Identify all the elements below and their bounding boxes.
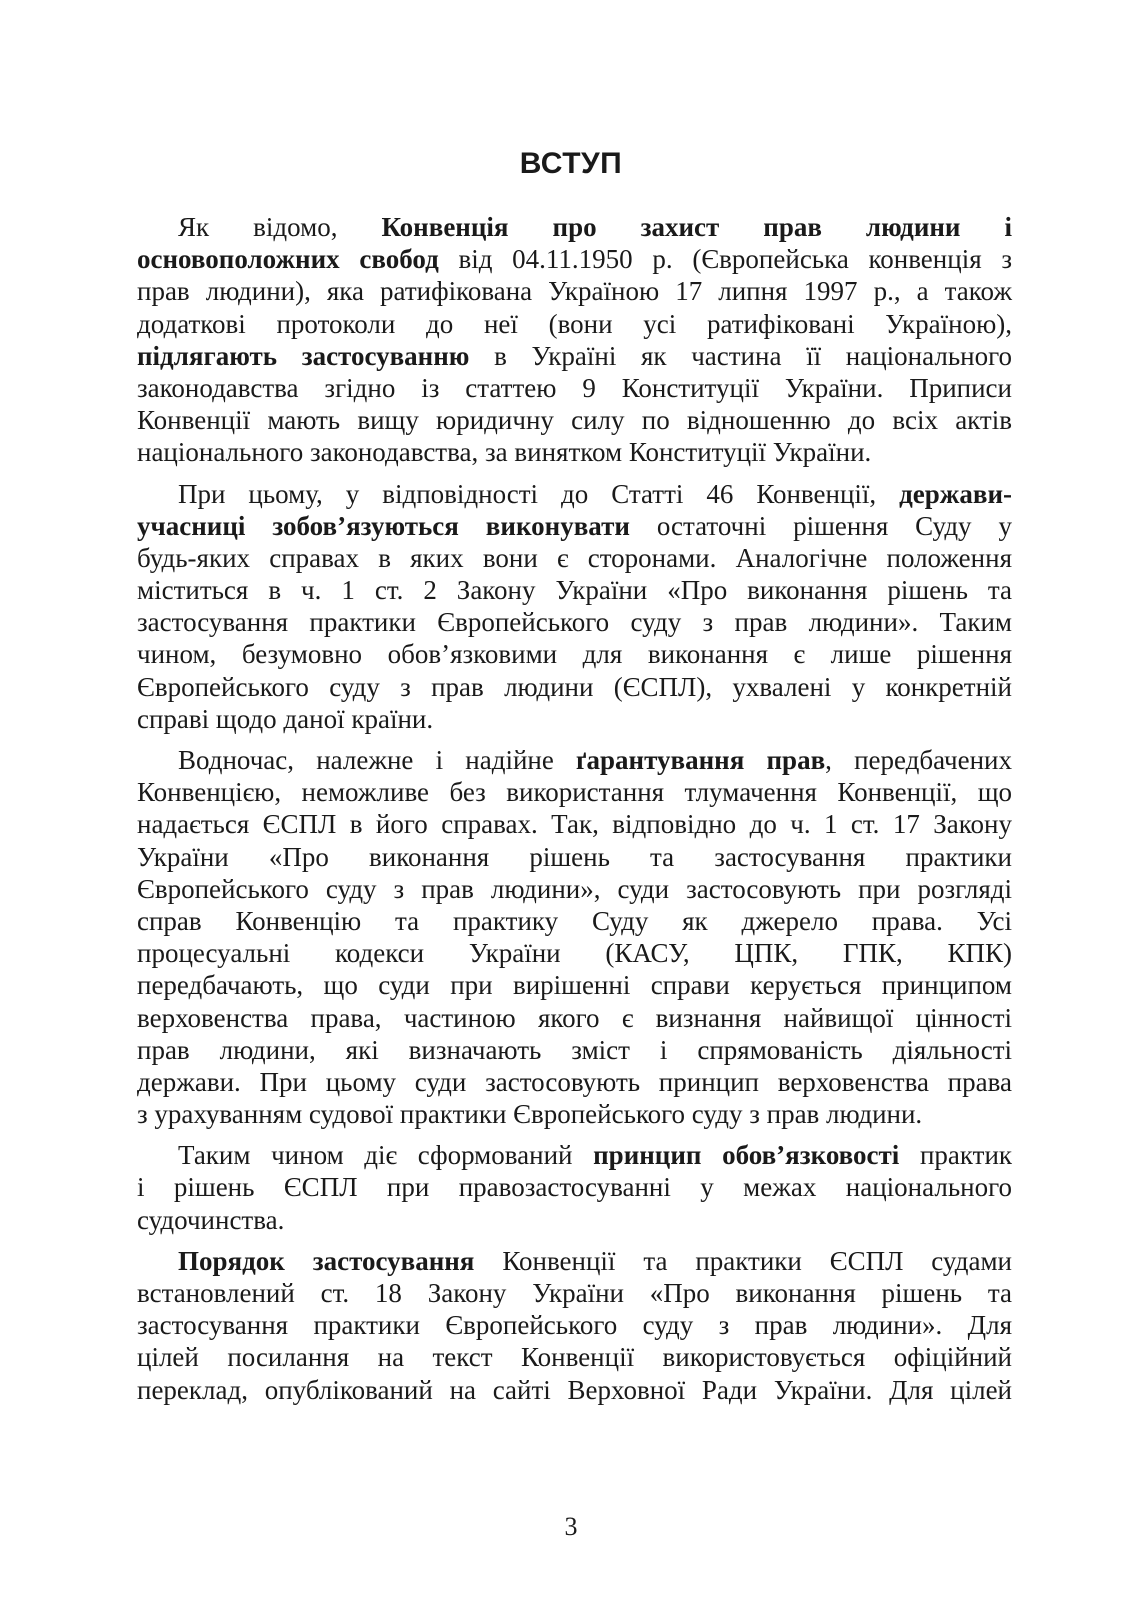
text-line — [137, 1098, 1012, 1130]
text-run: будь-яких справах в яких вони є сторонами. Аналогічне положення — [137, 542, 1012, 573]
text-run: судочинства. — [137, 1204, 285, 1235]
text-line — [137, 1309, 1012, 1341]
text-line — [137, 808, 1012, 840]
text-run: переклад, опублікований на сайті Верховної Ради України. Для цілей — [137, 1374, 1012, 1405]
text-line — [137, 937, 1012, 969]
text-line — [137, 1341, 1012, 1373]
text-run: додаткові протоколи до неї (вони усі ратифіковані Україною), — [137, 308, 1012, 339]
text-line — [137, 1374, 1012, 1406]
page-number: 3 — [564, 1512, 578, 1541]
text-run: справі щодо даної країни. — [137, 703, 434, 734]
text-run: прав людини), яка ратифікована Україною 17 липня 1997 р., а також — [137, 276, 1012, 307]
text-line — [137, 436, 1012, 468]
text-run: практик — [899, 1140, 1013, 1171]
text-run: При цьому, у відповідності до Статті 46 Конвенції, — [178, 478, 900, 509]
text-line — [137, 1245, 1012, 1277]
text-run: остаточні рішення Суду у — [629, 510, 1012, 541]
bold-text: Порядок застосування — [178, 1245, 475, 1276]
text-run: , передбачених — [825, 745, 1012, 775]
paragraph — [137, 1139, 1012, 1236]
text-line — [137, 744, 1012, 776]
text-line — [137, 510, 1012, 542]
bold-text: учасниці зобов’язуються виконувати — [137, 510, 630, 541]
text-run: прав людини, які визначають зміст і спрямованість діяльності — [137, 1034, 1012, 1065]
text-run: і рішень ЄСПЛ при правозастосуванні у межах національного — [137, 1172, 1012, 1203]
text-run: Водночас, належне і надійне — [178, 745, 577, 775]
text-run: передбачають, що суди при вирішенні справи керується принципом — [137, 970, 1012, 1001]
page-title: ВСТУП — [519, 147, 623, 180]
text-run: справ Конвенцію та практику Суду як джерело права. Усі — [137, 905, 1012, 936]
text-run: міститься в ч. 1 ст. 2 Закону України «Про виконання рішень та — [137, 575, 1012, 606]
text-line — [137, 1171, 1012, 1203]
text-run: Як відомо, — [178, 212, 382, 242]
paragraph — [137, 211, 1012, 469]
paragraph — [137, 478, 1012, 736]
text-run: Таким чином діє сформований — [178, 1140, 594, 1171]
text-run: цілей посилання на текст Конвенції використовується офіційний — [137, 1342, 1012, 1373]
text-line — [137, 638, 1012, 670]
text-line — [137, 243, 1012, 275]
text-run: з урахуванням судової практики Європейського суду з прав людини. — [137, 1099, 923, 1130]
text-run: процесуальні кодекси України (КАСУ, ЦПК, ГПК, КПК) — [137, 938, 1012, 969]
text-run: Європейського суду з прав людини», суди застосовують при розгляді — [137, 873, 1012, 904]
bold-text: основоположних свобод — [137, 244, 439, 275]
text-line — [137, 275, 1012, 307]
bold-text: принцип обов’язковості — [593, 1140, 900, 1171]
bold-text: ґарантування прав — [576, 745, 826, 775]
text-line — [137, 606, 1012, 638]
text-run: встановлений ст. 18 Закону України «Про виконання рішень та — [137, 1278, 1012, 1308]
text-line — [137, 404, 1012, 436]
text-line — [137, 969, 1012, 1001]
text-line — [137, 905, 1012, 937]
document-body — [137, 211, 1012, 1406]
text-run: законодавства згідно із статтею 9 Конституції України. Приписи — [137, 372, 1012, 403]
text-line — [137, 308, 1012, 340]
bold-text: підлягають застосуванню — [137, 340, 470, 371]
text-line — [137, 1277, 1012, 1309]
paragraph — [137, 1245, 1012, 1406]
text-run: застосування практики Європейського суду з прав людини». Для — [137, 1310, 1012, 1341]
text-line — [137, 703, 1012, 735]
text-run: від 04.11.1950 р. (Європейська конвенція з — [438, 244, 1012, 275]
text-line — [137, 1002, 1012, 1034]
text-run: національного законодавства, за винятком Конституції України. — [137, 437, 872, 468]
text-line — [137, 1066, 1012, 1098]
text-line — [137, 478, 1012, 510]
text-run: Європейського суду з прав людини (ЄСПЛ), ухвалені у конкретній — [137, 671, 1012, 702]
text-run: держави. При цьому суди застосовують принцип верховенства права — [137, 1066, 1012, 1097]
text-line — [137, 1139, 1012, 1171]
bold-text: Конвенція про захист прав людини і — [381, 212, 1012, 242]
text-run: Конвенції мають вищу юридичну силу по відношенню до всіх актів — [137, 405, 1012, 436]
text-line — [137, 542, 1012, 574]
text-line — [137, 1034, 1012, 1066]
bold-text: держави- — [899, 478, 1012, 509]
text-run: Конвенції та практики ЄСПЛ судами — [474, 1245, 1012, 1276]
text-run: чином, безумовно обов’язковими для виконання є лише рішення — [137, 639, 1012, 670]
text-run: застосування практики Європейського суду з прав людини». Таким — [137, 607, 1012, 638]
paragraph — [137, 744, 1012, 1130]
text-line — [137, 211, 1012, 243]
text-line — [137, 873, 1012, 905]
text-line — [137, 340, 1012, 372]
text-run: верховенства права, частиною якого є визнання найвищої цінності — [137, 1002, 1012, 1033]
text-run: України «Про виконання рішень та застосування практики — [137, 841, 1012, 872]
text-line — [137, 1204, 1012, 1236]
text-run: надається ЄСПЛ в його справах. Так, відповідно до ч. 1 ст. 17 Закону — [137, 809, 1012, 840]
text-run: в Україні як частина її національного — [469, 340, 1012, 371]
text-line — [137, 574, 1012, 606]
text-line — [137, 671, 1012, 703]
text-line — [137, 776, 1012, 808]
text-run: Конвенцією, неможливе без використання тлумачення Конвенції, що — [137, 777, 1012, 808]
text-line — [137, 841, 1012, 873]
text-line — [137, 372, 1012, 404]
